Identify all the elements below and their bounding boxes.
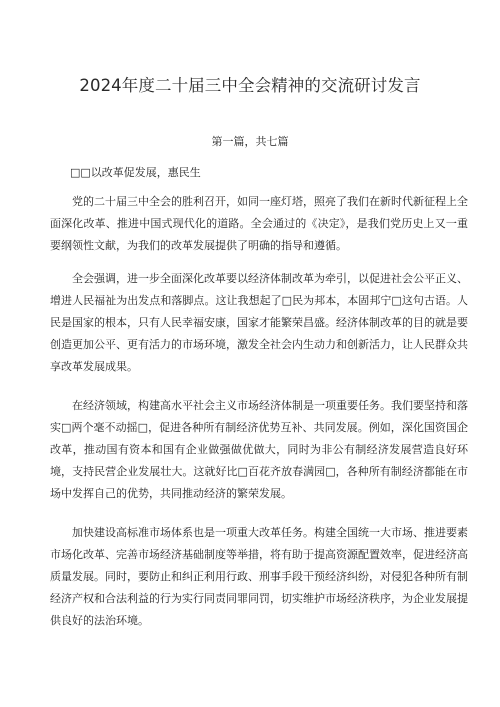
paragraph-text: 党的二十届三中全会的胜利召开，如同一座灯塔，照亮了我们在新时代新征程上全面深化改革、推进中国式现代化的道路。全会通过的《决定》，是我们党历史上又一重要纲领性文献，为我们的改革发展提供了明确的指导和遵循。 <box>50 195 468 252</box>
part-label: 第一篇，共七篇 <box>211 135 289 148</box>
paragraph-3 <box>50 395 468 505</box>
paragraph-4 <box>50 522 468 632</box>
paragraph-1 <box>50 191 468 257</box>
paragraph-2 <box>50 268 468 378</box>
paragraph-text: 全会强调，进一步全面深化改革要以经济体制改革为牵引，以促进社会公平正义、增进人民福祉为出发点和落脚点。这让我想起了□民为邦本，本固邦宁□这句古语。人民是国家的根本，只有人民幸福安康，国家才能繁荣昌盛。经济体制改革的目的就是要创造更加公平、更有活力的市场环境，激发全社会内生动力和创新活力，让人民群众共享改革发展成果。 <box>50 272 468 373</box>
document-title: 2024年度二十届三中全会精神的交流研讨发言 <box>79 76 421 95</box>
section-subtitle: □□以改革促发展，惠民生 <box>70 166 201 179</box>
paragraph-text: 在经济领域，构建高水平社会主义市场经济体制是一项重要任务。我们要坚持和落实□两个毫不动摇□，促进各种所有制经济优势互补、共同发展。例如，深化国资国企改革，推动国有资本和国有企业做强做优做大，同时为非公有制经济发展营造良好环境，支持民营企业发展壮大。这就好比□百花齐放春满园□，各种所有制经济都能在市场中发挥自己的优势，共同推动经济的繁荣发展。 <box>50 399 468 500</box>
paragraph-text: 加快建设高标准市场体系也是一项重大改革任务。构建全国统一大市场、推进要素市场化改革、完善市场经济基础制度等举措，将有助于提高资源配置效率，促进经济高质量发展。同时，要防止和纠正利用行政、刑事手段干预经济纠纷，对侵犯各种所有制经济产权和合法利益的行为实行同责同罪同罚，切实维护市场经济秩序，为企业发展提供良好的法治环境。 <box>50 526 468 627</box>
